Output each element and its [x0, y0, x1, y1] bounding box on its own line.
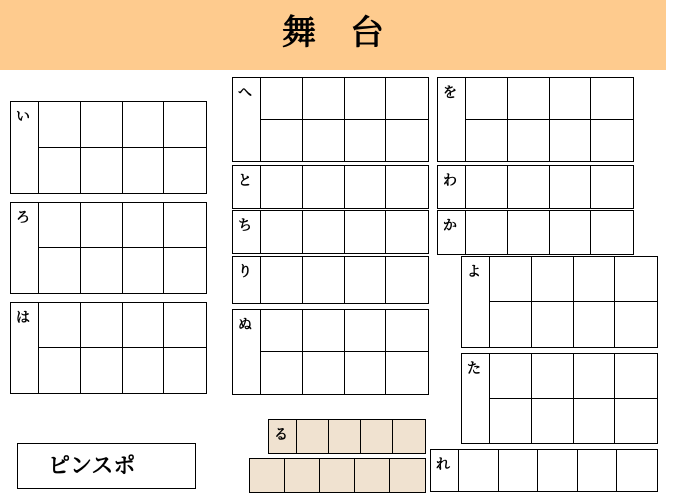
seat-grid: [466, 166, 633, 208]
seat-cell[interactable]: [466, 120, 508, 162]
seat-cell[interactable]: [617, 450, 657, 491]
seat-cell[interactable]: [390, 459, 425, 492]
block-label: る: [269, 420, 297, 453]
seat-cell[interactable]: [550, 166, 592, 208]
seat-cell[interactable]: [39, 203, 81, 248]
seat-cell[interactable]: [285, 459, 320, 492]
seat-cell[interactable]: [499, 450, 539, 491]
seat-cell[interactable]: [532, 302, 574, 347]
seat-cell[interactable]: [574, 302, 616, 347]
seat-cell[interactable]: [490, 257, 532, 302]
seat-cell[interactable]: [591, 120, 633, 162]
seat-block-ru2[interactable]: [249, 458, 426, 493]
seat-cell[interactable]: [459, 450, 499, 491]
seat-grid: [39, 102, 206, 193]
seat-cell[interactable]: [297, 420, 329, 453]
seat-cell[interactable]: [123, 148, 165, 194]
seat-grid: [490, 354, 657, 443]
block-label: か: [438, 211, 466, 254]
seat-cell[interactable]: [532, 399, 574, 444]
seat-cell[interactable]: [532, 257, 574, 302]
seat-block-wa[interactable]: [437, 165, 634, 209]
seat-grid: [466, 78, 633, 161]
seat-cell[interactable]: [261, 257, 303, 303]
seat-cell[interactable]: [303, 211, 345, 253]
seat-block-ri[interactable]: [232, 256, 429, 304]
seat-cell[interactable]: [123, 203, 165, 248]
seat-cell[interactable]: [508, 78, 550, 120]
seat-cell[interactable]: [250, 459, 285, 492]
seat-grid: [466, 211, 633, 254]
block-label: た: [462, 354, 490, 443]
block-label: い: [11, 102, 39, 193]
seat-cell[interactable]: [386, 211, 428, 253]
seat-cell[interactable]: [550, 78, 592, 120]
seat-cell[interactable]: [123, 248, 165, 293]
seat-block-i[interactable]: [10, 101, 207, 194]
pinspot-legend: ピンスポ: [17, 443, 196, 489]
seat-cell[interactable]: [81, 248, 123, 293]
seat-cell[interactable]: [386, 120, 428, 162]
block-label: は: [11, 303, 39, 393]
seat-cell[interactable]: [261, 166, 303, 208]
seat-block-wo[interactable]: [437, 77, 634, 162]
seat-cell[interactable]: [386, 257, 428, 303]
seat-cell[interactable]: [508, 120, 550, 162]
seat-cell[interactable]: [39, 102, 81, 148]
seat-cell[interactable]: [508, 166, 550, 208]
seat-cell[interactable]: [303, 78, 345, 120]
seat-block-he[interactable]: [232, 77, 429, 162]
seat-cell[interactable]: [320, 459, 355, 492]
seat-cell[interactable]: [591, 211, 633, 254]
seat-cell[interactable]: [386, 166, 428, 208]
seat-grid: [490, 257, 657, 347]
seat-cell[interactable]: [345, 120, 387, 162]
block-label: よ: [462, 257, 490, 347]
seat-block-to[interactable]: [232, 165, 429, 209]
seat-cell[interactable]: [550, 120, 592, 162]
seat-cell[interactable]: [39, 348, 81, 393]
seat-cell[interactable]: [466, 78, 508, 120]
seat-cell[interactable]: [508, 211, 550, 254]
seat-cell[interactable]: [538, 450, 578, 491]
seat-cell[interactable]: [164, 248, 206, 293]
seat-cell[interactable]: [591, 166, 633, 208]
seat-cell[interactable]: [81, 148, 123, 194]
seat-cell[interactable]: [123, 102, 165, 148]
block-label: を: [438, 78, 466, 161]
seat-cell[interactable]: [550, 211, 592, 254]
seat-cell[interactable]: [386, 352, 428, 394]
stage-banner: [0, 0, 666, 70]
seat-cell[interactable]: [574, 257, 616, 302]
seat-cell[interactable]: [261, 211, 303, 253]
seat-cell[interactable]: [261, 310, 303, 352]
seat-cell[interactable]: [164, 348, 206, 393]
seat-grid: [39, 303, 206, 393]
block-label: ち: [233, 211, 261, 253]
seat-block-ka[interactable]: [437, 210, 634, 255]
seat-block-chi[interactable]: [232, 210, 429, 254]
seat-cell[interactable]: [39, 248, 81, 293]
seat-cell[interactable]: [345, 257, 387, 303]
seat-block-re[interactable]: [430, 449, 658, 492]
seat-cell[interactable]: [466, 166, 508, 208]
seat-cell[interactable]: [578, 450, 618, 491]
block-label: ろ: [11, 203, 39, 293]
seat-cell[interactable]: [81, 203, 123, 248]
block-label: へ: [233, 78, 261, 161]
seat-grid: [261, 310, 428, 394]
seat-cell[interactable]: [303, 120, 345, 162]
seat-cell[interactable]: [261, 352, 303, 394]
seat-cell[interactable]: [386, 78, 428, 120]
seat-cell[interactable]: [490, 302, 532, 347]
seat-cell[interactable]: [123, 303, 165, 348]
seat-cell[interactable]: [81, 303, 123, 348]
seat-grid: [39, 203, 206, 293]
seat-cell[interactable]: [615, 399, 657, 444]
seat-cell[interactable]: [81, 348, 123, 393]
seat-cell[interactable]: [386, 310, 428, 352]
seat-cell[interactable]: [466, 211, 508, 254]
seat-block-yo[interactable]: [461, 256, 658, 348]
seat-grid: [261, 211, 428, 253]
seat-cell[interactable]: [261, 120, 303, 162]
seat-cell[interactable]: [329, 420, 361, 453]
seat-cell[interactable]: [123, 348, 165, 393]
seat-cell[interactable]: [164, 102, 206, 148]
seat-cell[interactable]: [532, 354, 574, 399]
seat-grid: [261, 78, 428, 161]
seat-cell[interactable]: [164, 203, 206, 248]
seat-cell[interactable]: [261, 78, 303, 120]
seat-grid: [459, 450, 657, 491]
seat-grid: [250, 459, 425, 492]
seat-cell[interactable]: [81, 102, 123, 148]
seat-cell[interactable]: [345, 211, 387, 253]
seat-cell[interactable]: [303, 352, 345, 394]
seat-cell[interactable]: [574, 354, 616, 399]
seat-grid: [297, 420, 425, 453]
block-label: れ: [431, 450, 459, 491]
seat-grid: [261, 166, 428, 208]
seat-cell[interactable]: [490, 399, 532, 444]
seat-block-ro[interactable]: [10, 202, 207, 294]
seat-cell[interactable]: [164, 148, 206, 194]
seat-block-nu[interactable]: [232, 309, 429, 395]
seat-cell[interactable]: [345, 310, 387, 352]
block-label: ぬ: [233, 310, 261, 394]
block-label: わ: [438, 166, 466, 208]
seat-cell[interactable]: [164, 303, 206, 348]
seat-block-ha[interactable]: [10, 302, 207, 394]
seat-block-ta[interactable]: [461, 353, 658, 444]
seat-cell[interactable]: [39, 148, 81, 194]
seat-cell[interactable]: [490, 354, 532, 399]
seat-cell[interactable]: [303, 310, 345, 352]
seat-cell[interactable]: [303, 166, 345, 208]
seat-cell[interactable]: [355, 459, 390, 492]
block-label: と: [233, 166, 261, 208]
seat-cell[interactable]: [615, 354, 657, 399]
seat-cell[interactable]: [615, 257, 657, 302]
seat-cell[interactable]: [393, 420, 425, 453]
seat-cell[interactable]: [361, 420, 393, 453]
seat-grid: [261, 257, 428, 303]
seat-cell[interactable]: [345, 78, 387, 120]
seat-cell[interactable]: [345, 352, 387, 394]
block-label: り: [233, 257, 261, 303]
seat-cell[interactable]: [39, 303, 81, 348]
seat-cell[interactable]: [574, 399, 616, 444]
seat-cell[interactable]: [303, 257, 345, 303]
stage-title: 舞 台: [282, 13, 384, 53]
seat-cell[interactable]: [615, 302, 657, 347]
seat-cell[interactable]: [345, 166, 387, 208]
seat-block-ru[interactable]: [268, 419, 426, 454]
seat-cell[interactable]: [591, 78, 633, 120]
